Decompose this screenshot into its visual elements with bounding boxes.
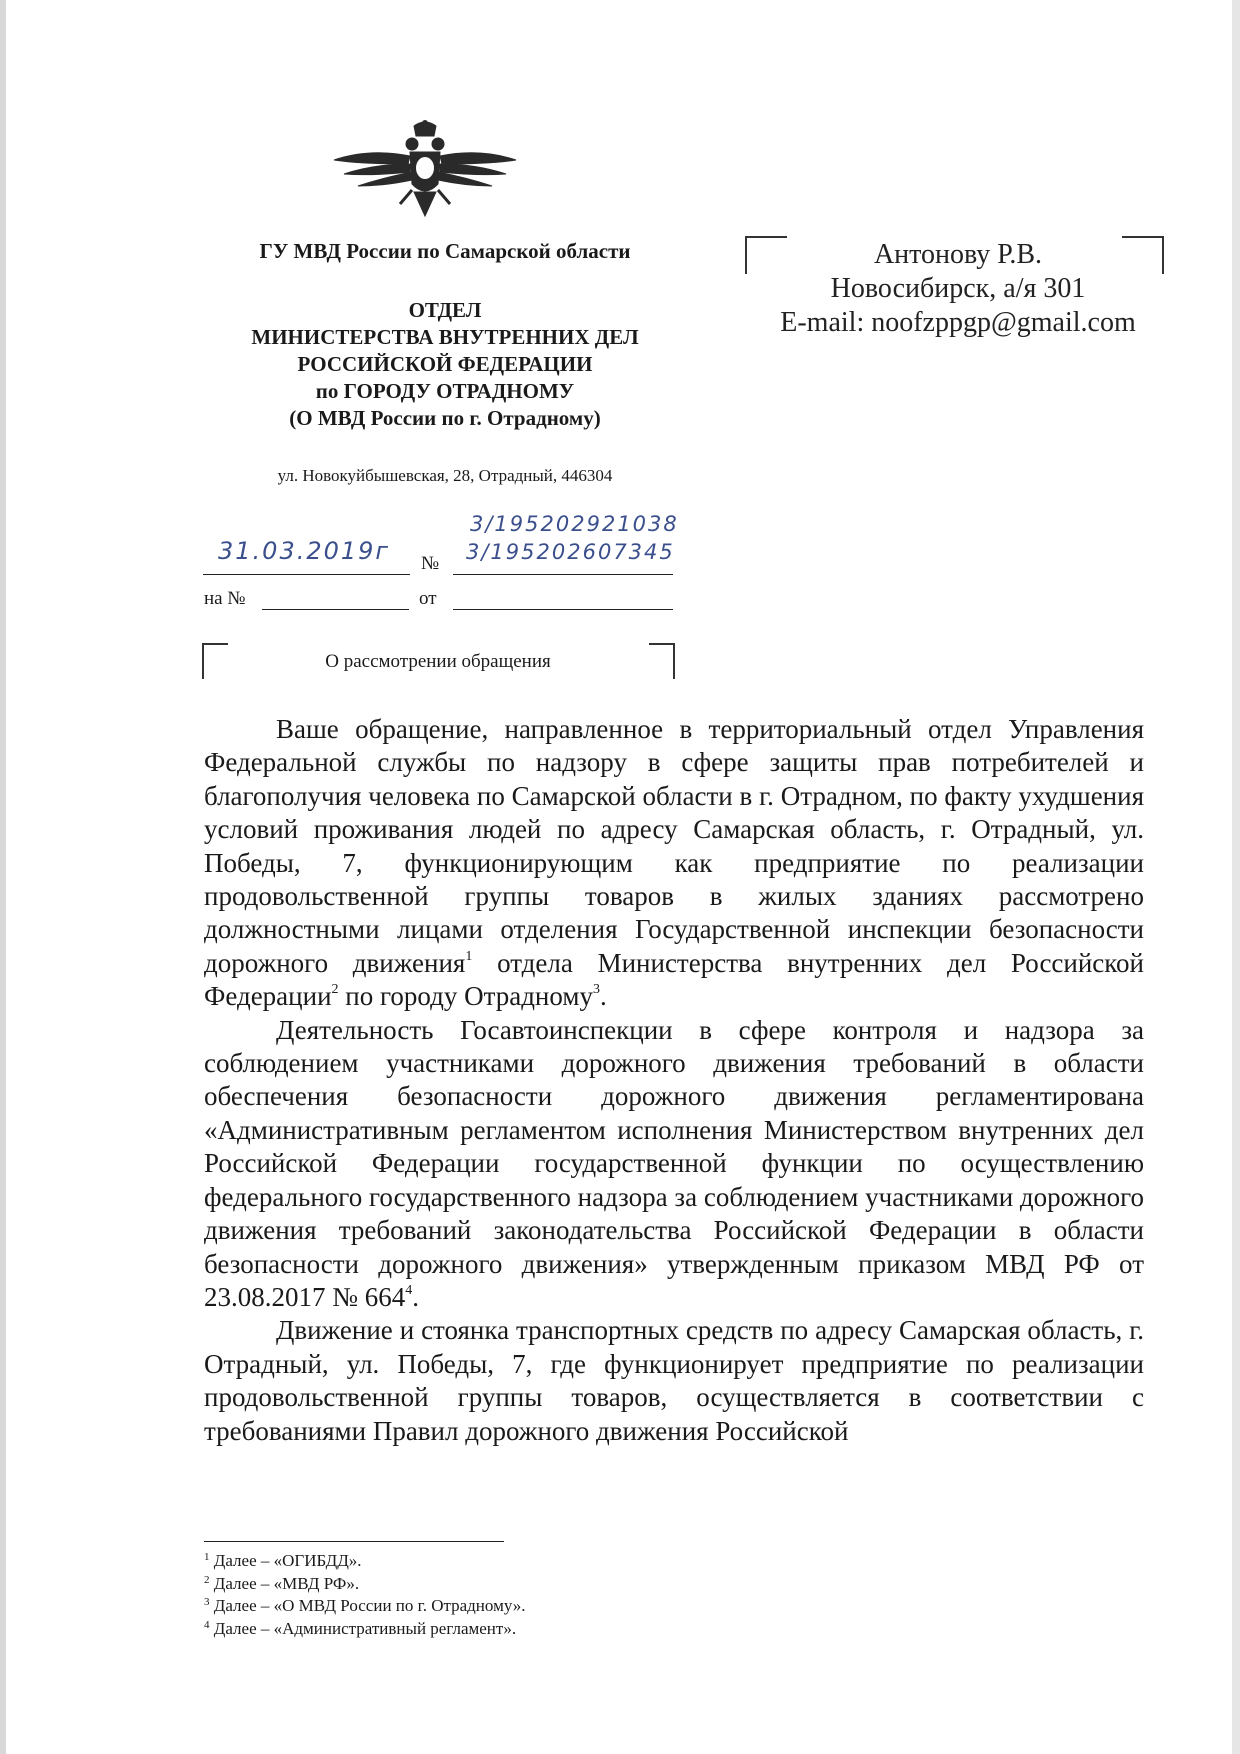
number-label: № [421, 553, 440, 574]
letter-body [204, 713, 1144, 1448]
footnote-ref: 3 [592, 982, 600, 998]
paragraph-text: Деятельность Госавтоинспекции в сфере контроля и надзора за соблюдением участниками дорожного движения требований в области обеспечения безопасности дорожного движения регламентирована «Административным регламентом исполнения Министерством внутренних дел Российской Федерации государственной функции по осуществлению федерального государственного надзора за соблюдением участниками дорожного движения требований законодательства Российской Федерации в области безопасности дорожного движения» утвержденным приказом МВД РФ от 23.08.2017 № 664 [204, 1014, 1144, 1312]
footnote-text: Далее – «МВД РФ». [209, 1573, 360, 1593]
number-field-line [453, 574, 673, 575]
footnote-item [204, 1550, 526, 1573]
reference-label: на № [204, 588, 246, 609]
body-paragraph [204, 1014, 1144, 1315]
mvd-eagle-emblem-icon [330, 120, 520, 226]
sender-line: ОТДЕЛ [408, 298, 482, 322]
footnote-item [204, 1573, 526, 1596]
paragraph-text: . [599, 981, 607, 1012]
footnote-item [204, 1595, 526, 1618]
footnote-separator [204, 1541, 504, 1542]
body-paragraph [204, 713, 1144, 1014]
handwritten-date: 31.03.2019г [218, 537, 391, 565]
reference-field-line [262, 609, 409, 610]
paragraph-text: по городу Отрадному [338, 981, 593, 1012]
footnote-mark: 4 [204, 1618, 210, 1631]
letter-subject: О рассмотрении обращения [325, 651, 551, 672]
paragraph-text: отдела Министерства внутренних дел Российской Федерации [204, 947, 1144, 1012]
sender-ministry-line: ГУ МВД России по Самарской области [259, 239, 631, 263]
sender-department-block [200, 297, 690, 432]
handwritten-number: 3/195202921038 [470, 512, 679, 536]
footnote-text: Далее – «ОГИБДД». [209, 1551, 362, 1570]
scan-edge-right [1232, 0, 1240, 1754]
from-label: от [419, 588, 437, 609]
recipient-city: Новосибирск, а/я 301 [830, 273, 1086, 304]
body-paragraph: Движение и стоянка транспортных средств по адресу Самарская область, г. Отрадный, ул. Победы, 7, где функционирует предприятие по реализации продовольственной группы товаров, осуществляется в соответствии с требованиями Правил дорожного движения Российской [204, 1315, 1144, 1446]
recipient-email: E-mail: noofzppgp@gmail.com [780, 307, 1136, 338]
recipient-name: Антонову Р.В. [873, 239, 1043, 270]
sender-line: (О МВД России по г. Отрадному) [289, 406, 601, 430]
footnotes [204, 1550, 526, 1640]
sender-line: РОССИЙСКОЙ ФЕДЕРАЦИИ [297, 352, 593, 376]
reference-date-field-line [453, 609, 673, 610]
paragraph-text: Ваше обращение, направленное в территориальный отдел Управления Федеральной службы по надзору в сфере защиты прав потребителей и благополучия человека по Самарской области в г. Отрадном, по факту ухудшения условий проживания людей по адресу Самарская область, г. Отрадный, ул. Победы, 7, функционирующим как предприятие по реализации продовольственной группы товаров в жилых зданиях рассмотрено должностными лицами отделения Государственной инспекции безопасности дорожного движения [204, 714, 1144, 978]
footnote-ref: 4 [405, 1282, 413, 1298]
paragraph-text: . [412, 1281, 420, 1312]
footnote-ref: 1 [465, 948, 473, 964]
scan-edge-left [0, 0, 6, 1754]
footnote-item [204, 1618, 526, 1641]
recipient-block [748, 238, 1168, 340]
footnote-text: Далее – «Административный регламент». [209, 1618, 517, 1638]
footnote-ref: 2 [331, 982, 339, 998]
footnote-mark: 2 [204, 1573, 210, 1586]
handwritten-number: 3/195202607345 [466, 540, 675, 564]
date-field-line [203, 574, 410, 575]
sender-address: ул. Новокуйбышевская, 28, Отрадный, 446304 [277, 466, 613, 485]
footnote-mark: 1 [204, 1551, 210, 1563]
footnote-mark: 3 [204, 1596, 210, 1608]
footnote-text: Далее – «О МВД России по г. Отрадному». [209, 1596, 526, 1615]
sender-line: по ГОРОДУ ОТРАДНОМУ [315, 379, 575, 403]
sender-line: МИНИСТЕРСТВА ВНУТРЕННИХ ДЕЛ [251, 325, 639, 349]
